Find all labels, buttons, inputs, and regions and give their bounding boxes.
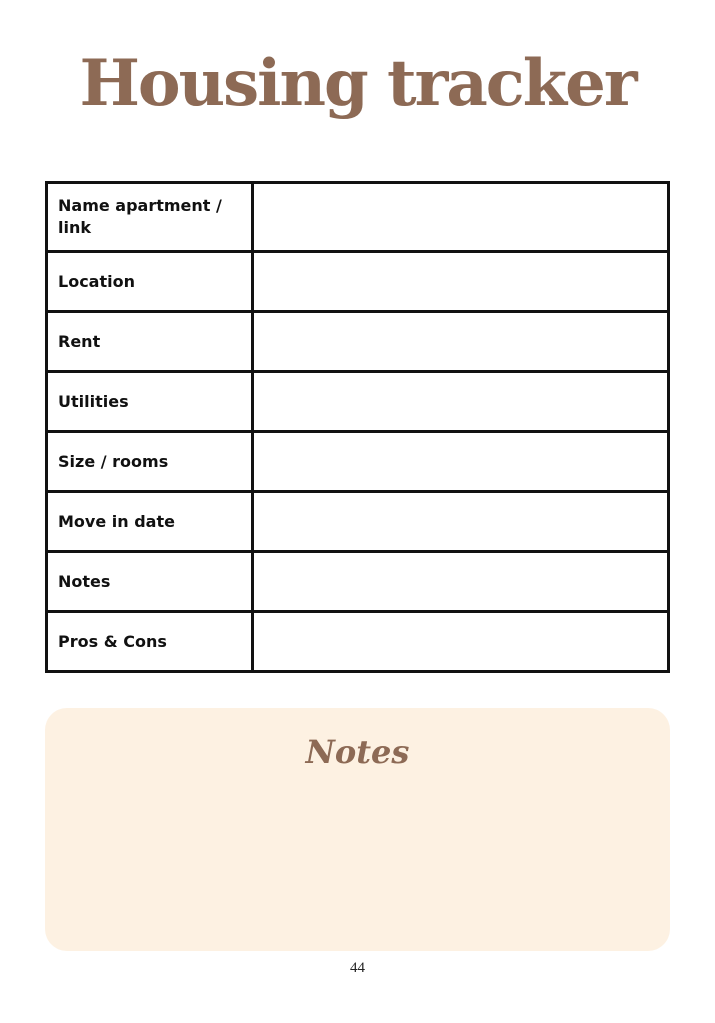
row-value-utilities[interactable] (253, 372, 669, 432)
row-label-move-in-date: Move in date (47, 492, 253, 552)
row-label-location: Location (47, 252, 253, 312)
row-value-name-apartment[interactable] (253, 183, 669, 252)
row-label-pros-cons: Pros & Cons (47, 612, 253, 672)
row-label-rent: Rent (47, 312, 253, 372)
table-row (47, 612, 669, 672)
row-label-utilities: Utilities (47, 372, 253, 432)
housing-tracker-table (45, 181, 670, 673)
table-row (47, 492, 669, 552)
notes-title: Notes (305, 733, 410, 771)
table-row (47, 183, 669, 252)
row-value-rent[interactable] (253, 312, 669, 372)
row-value-move-in-date[interactable] (253, 492, 669, 552)
table-row (47, 312, 669, 372)
table-row (47, 252, 669, 312)
page-title: Housing tracker (79, 46, 636, 121)
table-row (47, 372, 669, 432)
row-label-name-apartment: Name apartment / link (47, 183, 253, 252)
row-value-notes[interactable] (253, 552, 669, 612)
row-label-size-rooms: Size / rooms (47, 432, 253, 492)
row-value-location[interactable] (253, 252, 669, 312)
page-number: 44 (350, 960, 365, 976)
row-value-pros-cons[interactable] (253, 612, 669, 672)
row-label-notes: Notes (47, 552, 253, 612)
notes-box[interactable] (45, 708, 670, 951)
table-row (47, 432, 669, 492)
table-row (47, 552, 669, 612)
row-value-size-rooms[interactable] (253, 432, 669, 492)
